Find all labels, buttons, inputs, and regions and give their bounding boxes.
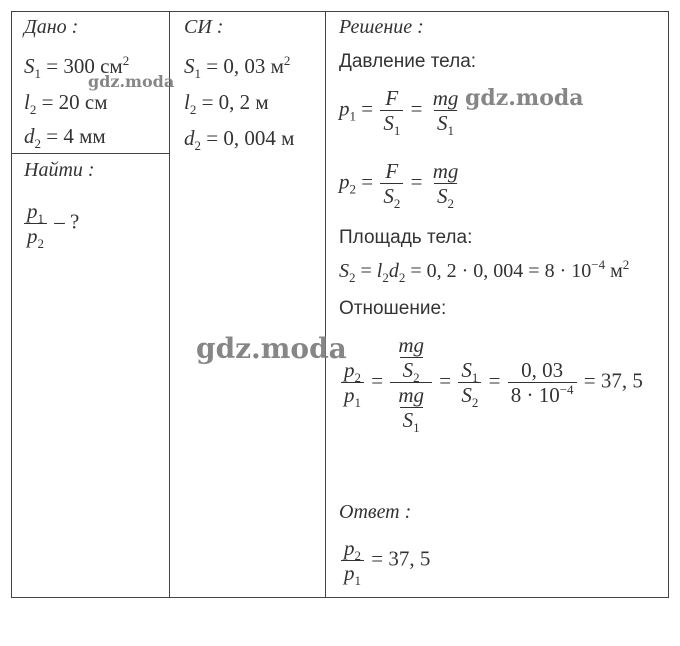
given-s1: $S_1 = 300$ $см^2$ (24, 53, 130, 81)
watermark-center: gdz.moda (196, 332, 347, 365)
formula-area: $S_2 = l_2d_2 = 0$, 2 · 0, $004 = 8 \cdot 10^{-4}$ $м^2$ (339, 257, 630, 285)
find-fraction: $\frac{p_1}{p_2}$ (24, 200, 47, 247)
header-si: СИ : (184, 16, 224, 38)
si-l2: $l_2 = 0$, 2 м (184, 90, 269, 117)
ratio-p2-p1: $\frac{p_2}{p_1}$ (341, 359, 364, 406)
ratio-compound-fraction: $\frac{\frac{mg}{S_2}}{\frac{mg}{S_1}}$ (390, 334, 432, 431)
header-solution: Решение : (339, 16, 424, 38)
watermark-right: gdz.moda (465, 85, 584, 111)
pressure-label: Давление тела: (339, 51, 477, 72)
given-d2: $d_2 = 4$ мм (24, 124, 106, 151)
column-divider-given-si (169, 11, 170, 598)
formula-p2: $p_2$ = $\frac{F}{S_2}$ = $\frac{mg}{S_2}$ (339, 159, 459, 211)
watermark-small: gdz.moda (88, 72, 175, 91)
si-d2: $d_2 = 0$, 004 м (184, 126, 295, 153)
area-label: Площадь тела: (339, 227, 473, 248)
formula-ratio: $\frac{p_2}{p_1}$ = $\frac{\frac{mg}{S_2}}{\frac{mg}{S_1}}$ = $\frac{S_1}{S_2}$ = $\frac{0, 03}{8 \cdot 10^{-4}}$ = 37, 5 (339, 334, 643, 431)
given-l2: $l_2 = 20$ см (24, 90, 108, 117)
answer-fraction: $\frac{p_2}{p_1}$ (341, 537, 364, 584)
row-divider-given-find (11, 153, 169, 154)
column-divider-si-solution (325, 11, 326, 598)
header-find: Найти : (24, 159, 95, 181)
answer-formula: $\frac{p_2}{p_1}$ = 37, 5 (339, 537, 430, 584)
find-ratio: $\frac{p_1}{p_2}$ – ? (22, 200, 79, 247)
si-s1: $S_1 = 0$, 03 $м^2$ (184, 53, 291, 81)
formula-p1: $p_1$ = $\frac{F}{S_1}$ = $\frac{mg}{S_1}$ (339, 86, 459, 138)
ratio-label: Отношение: (339, 298, 447, 319)
header-given: Дано : (24, 16, 79, 38)
header-answer: Ответ : (339, 501, 412, 523)
